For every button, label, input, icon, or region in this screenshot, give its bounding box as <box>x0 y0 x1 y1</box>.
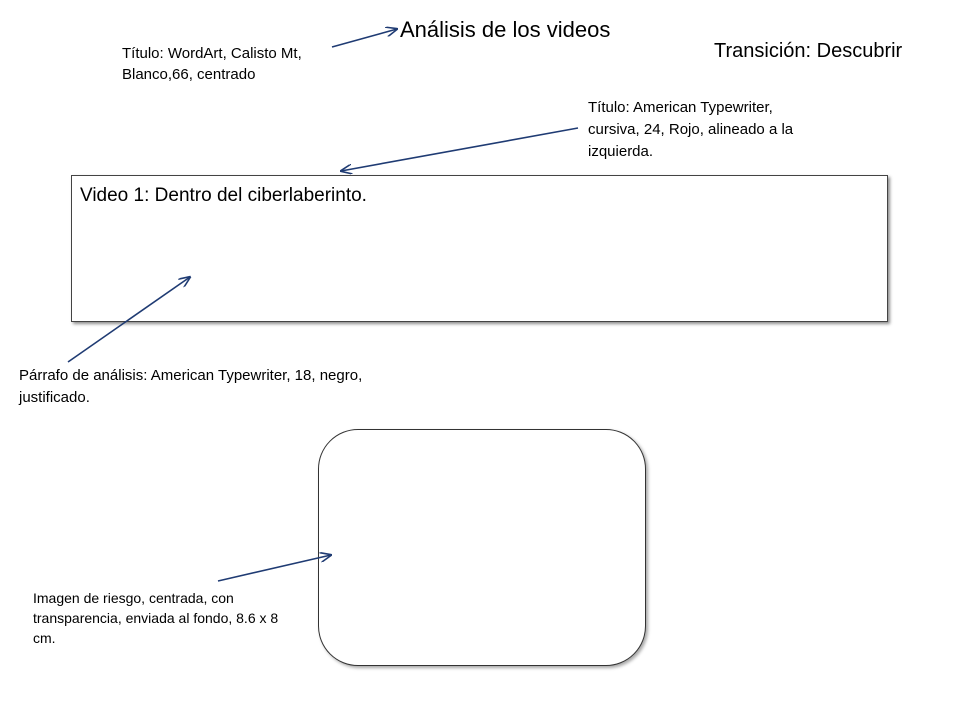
video-analysis-box <box>71 175 888 322</box>
note-paragraph-format: Párrafo de análisis: American Typewriter, 18, negro, justificado. <box>19 367 363 406</box>
transition-label: Transición: Descubrir <box>714 40 903 62</box>
note-title-typewriter: Título: American Typewriter, cursiva, 24, Rojo, alineado a la izquierda. <box>588 99 794 160</box>
image-placeholder <box>318 429 646 666</box>
note-image-format: Imagen de riesgo, centrada, con transparencia, enviada al fondo, 8.6 x 8 cm. <box>33 590 279 646</box>
video-title: Video 1: Dentro del ciberlaberinto. <box>80 185 367 206</box>
arrow-to-title-icon <box>332 29 397 47</box>
arrow-to-video-title-icon <box>341 128 578 171</box>
note-title-wordart: Título: WordArt, Calisto Mt, Blanco,66, centrado <box>122 45 302 83</box>
arrow-to-image-icon <box>218 555 331 581</box>
slide-title: Análisis de los videos <box>400 17 611 42</box>
